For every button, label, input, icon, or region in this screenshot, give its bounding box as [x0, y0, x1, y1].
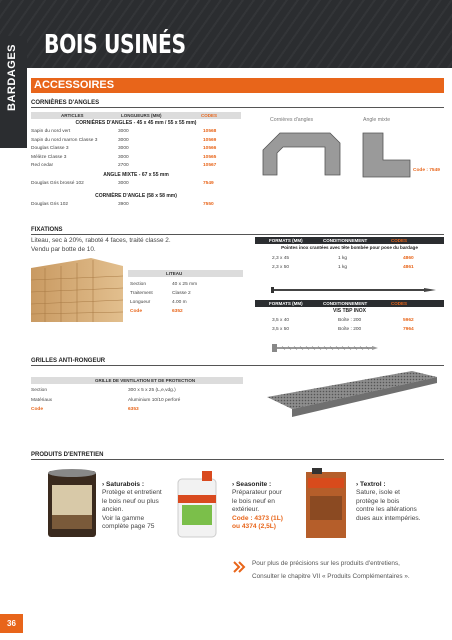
saturabois-line: ancien.	[102, 506, 124, 514]
col-formats: FORMATS (MM)	[269, 238, 303, 243]
table-cell: 7964	[403, 327, 414, 332]
grilles-table-head-label: GRILLE DE VENTILATION ET DE PROTECTION	[95, 378, 196, 383]
seasonite-line: le bois neuf en	[232, 497, 275, 505]
table-cell: Red cedar	[31, 163, 54, 168]
corners-table-header	[31, 112, 241, 119]
table-cell: 7549	[203, 181, 214, 186]
nail-image	[268, 285, 438, 295]
table-cell: 40 x 25 mm	[172, 282, 198, 287]
corners-group2: ANGLE MIXTE - 67 x 55 mm	[103, 172, 169, 178]
nails-table-header	[255, 237, 444, 244]
seasonite-name: › Seasonite :	[232, 481, 272, 488]
table-cell: 3000	[118, 181, 129, 186]
table-cell: 300 x 5 x 25 (L,e,vdg.)	[128, 388, 176, 393]
col-formats: FORMATS (MM)	[269, 301, 303, 306]
screw-image	[270, 343, 380, 353]
col-codes: CODES	[201, 113, 218, 118]
table-cell: Code	[31, 407, 43, 412]
table-cell: Sapin du nord marron Classe 3	[31, 137, 98, 143]
table-cell: 10568	[203, 129, 217, 134]
divider	[31, 459, 444, 460]
table-cell: 10567	[203, 163, 217, 168]
fixations-heading: FIXATIONS	[31, 227, 63, 233]
screws-title: VIS TBP INOX	[333, 308, 366, 314]
col-codes: CODES	[391, 238, 408, 243]
textrol-line: Sature, isole et	[356, 489, 400, 497]
seasonite-code: ou 4374 (2,5L)	[232, 523, 276, 531]
col-cond: CONDITIONNEMENT	[323, 301, 368, 306]
textrol-line: contre les altérations	[356, 506, 417, 514]
liteau-header	[128, 270, 243, 277]
table-cell: 3000	[118, 154, 129, 160]
diagram-left-label: Cornières d'angles	[270, 117, 314, 123]
table-cell: 10566	[203, 146, 217, 151]
table-cell: Douglas Gris brossé 102	[31, 181, 84, 186]
fixations-text	[31, 237, 171, 254]
page-title: BOIS USINÉS	[44, 30, 186, 60]
produits-heading: PRODUITS D'ENTRETIEN	[31, 452, 104, 458]
saturabois-name: › Saturabois :	[102, 481, 145, 488]
table-cell: 4861	[403, 265, 414, 270]
saturabois-line: complète page 75	[102, 523, 155, 531]
corners-group3: CORNIÈRE D'ANGLE (58 x 58 mm)	[95, 193, 177, 199]
screws-table-header	[255, 300, 444, 307]
textrol-line: dues aux intempéries.	[356, 514, 421, 522]
table-cell: Boîte : 200	[338, 327, 362, 332]
textrol-can-image	[302, 466, 350, 540]
seasonite-text	[232, 481, 283, 531]
table-cell: 1 kg	[338, 256, 348, 261]
table-cell: Douglas Classe 3	[31, 146, 69, 151]
fixations-text-line1: Liteau, sec à 20%, raboté 4 faces, traité classe 2.	[31, 237, 171, 244]
table-cell: 3900	[118, 202, 129, 207]
table-cell: Section	[31, 388, 47, 393]
section-title: ACCESSOIRES	[34, 79, 115, 91]
divider	[31, 365, 444, 366]
seasonite-bottle-image	[172, 469, 222, 539]
textrol-name: › Textrol :	[356, 481, 386, 488]
seasonite-line: extérieur.	[232, 506, 260, 514]
table-cell: 7550	[203, 202, 214, 207]
fixations-text-line2: Vendu par botte de 10.	[31, 245, 96, 253]
col-codes: CODES	[391, 301, 408, 306]
table-cell: 3000	[118, 137, 129, 143]
saturabois-line: Protège et entretient	[102, 489, 162, 497]
table-cell: 2,3 x 45	[272, 256, 290, 261]
corners-heading: CORNIÈRES D'ANGLES	[31, 100, 100, 106]
table-cell: Traitement	[130, 291, 153, 296]
saturabois-text	[102, 481, 162, 531]
table-cell: Code	[130, 309, 142, 314]
table-cell: Section	[130, 282, 146, 287]
table-cell: 3000	[118, 129, 129, 134]
side-label: BARDAGES	[6, 44, 18, 111]
table-cell: Mélèze Classe 3	[31, 154, 67, 160]
corners-group1: CORNIÈRES D'ANGLES - 45 x 45 mm / 55 x 55 mm)	[75, 120, 197, 126]
double-chevron-icon	[232, 560, 246, 574]
seasonite-line: Préparateur pour	[232, 489, 282, 497]
table-cell: Douglas Gris 102	[31, 202, 69, 207]
table-cell: Classe 2	[172, 291, 191, 296]
table-cell: 2700	[118, 163, 129, 168]
table-cell: 10569	[203, 137, 217, 143]
grille-image	[262, 369, 442, 419]
table-cell: Longueur	[130, 300, 151, 305]
table-cell: 4.00 m	[172, 300, 187, 305]
liteau-wood-image	[31, 258, 123, 322]
table-cell: 6352	[172, 309, 183, 314]
table-cell: Aluminium 10/10 perforé	[128, 397, 181, 403]
table-cell: 3000	[118, 146, 129, 151]
saturabois-line: le bois neuf ou plus	[102, 497, 159, 505]
table-cell: Sapin du nord vert	[31, 129, 71, 134]
textrol-text	[356, 481, 421, 523]
grilles-heading: GRILLES ANTI-RONGEUR	[31, 358, 106, 364]
table-cell: 2,3 x 50	[272, 265, 290, 270]
table-cell: 5962	[403, 318, 414, 323]
textrol-line: protège le bois	[356, 497, 400, 505]
table-cell: 4860	[403, 256, 414, 261]
table-cell: 3,5 x 50	[272, 327, 290, 332]
footer-line1: Pour plus de précisions sur les produits d'entretiens,	[252, 560, 400, 567]
col-longueurs: LONGUEURS (MM)	[121, 113, 162, 118]
col-articles: ARTICLES	[61, 113, 84, 118]
liteau-header-label: LITEAU	[166, 271, 183, 276]
grilles-table-header	[31, 377, 243, 384]
saturabois-line: Voir la gamme	[102, 514, 145, 522]
seasonite-code: Code : 4373 (1L)	[232, 514, 283, 522]
page-number: 36	[7, 619, 16, 628]
footer-line2: Consulter le chapitre VII « Produits Complémentaires ».	[252, 573, 410, 580]
divider	[31, 107, 444, 108]
nails-title: Pointes inox crantées avec tête bombée pour pose du bardage	[281, 245, 418, 250]
corner-profile-diagram	[255, 125, 350, 185]
divider	[31, 234, 444, 235]
table-cell: 3,5 x 40	[272, 318, 290, 323]
table-cell: Boîte : 200	[338, 318, 362, 323]
table-cell: Matériaux	[31, 397, 53, 403]
table-cell: 1 kg	[338, 265, 348, 270]
table-cell: 6353	[128, 407, 139, 412]
side-strip	[0, 68, 27, 640]
mixed-angle-diagram	[355, 125, 425, 185]
diagram-right-label: Angle mixte	[363, 117, 391, 123]
diagram-code: Code : 7549	[413, 168, 440, 173]
table-cell: 10565	[203, 154, 217, 160]
saturabois-can-image	[44, 467, 100, 539]
col-cond: CONDITIONNEMENT	[323, 238, 368, 243]
